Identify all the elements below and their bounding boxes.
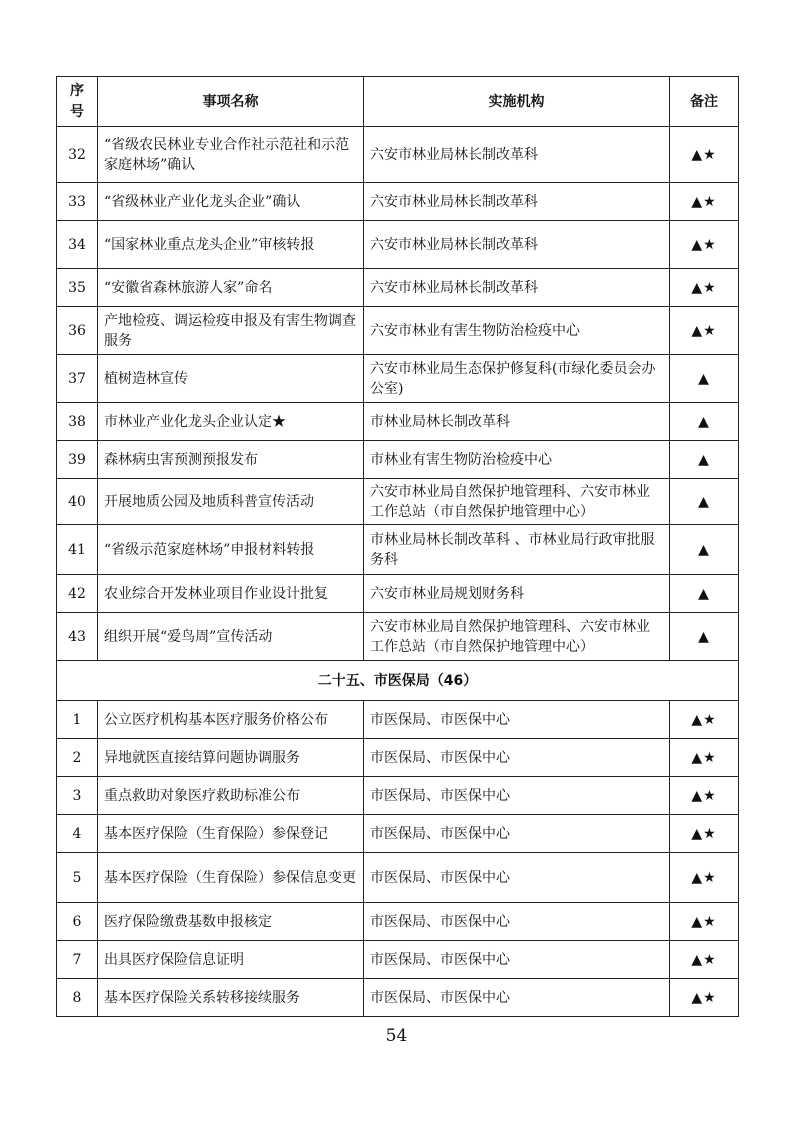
row-index: 39 [57, 441, 98, 479]
row-index: 37 [57, 355, 98, 403]
row-agency: 六安市林业局林长制改革科 [364, 269, 670, 307]
row-index: 3 [57, 777, 98, 815]
row-note: ▲★ [670, 853, 739, 903]
row-index: 33 [57, 183, 98, 221]
section-header-row [57, 661, 739, 701]
row-index: 5 [57, 853, 98, 903]
row-note: ▲★ [670, 815, 739, 853]
row-agency: 市医保局、市医保中心 [364, 903, 670, 941]
section-title: 二十五、市医保局（46） [57, 661, 739, 701]
row-name: 产地检疫、调运检疫申报及有害生物调查服务 [98, 307, 364, 355]
row-name: 开展地质公园及地质科普宣传活动 [98, 479, 364, 525]
table-row [57, 307, 739, 355]
row-agency: 市林业局林长制改革科 [364, 403, 670, 441]
table-row [57, 575, 739, 613]
row-name: 基本医疗保险（生育保险）参保信息变更 [98, 853, 364, 903]
row-note: ▲★ [670, 903, 739, 941]
row-name: 医疗保险缴费基数申报核定 [98, 903, 364, 941]
table-row [57, 815, 739, 853]
row-index: 36 [57, 307, 98, 355]
table-row [57, 701, 739, 739]
row-name: 基本医疗保险关系转移接续服务 [98, 979, 364, 1017]
row-name: 市林业产业化龙头企业认定★ [98, 403, 364, 441]
row-name: “省级农民林业专业合作社示范社和示范家庭林场”确认 [98, 127, 364, 183]
table-row [57, 221, 739, 269]
row-index: 1 [57, 701, 98, 739]
row-note: ▲ [670, 479, 739, 525]
header-agency: 实施机构 [364, 77, 670, 127]
row-index: 41 [57, 525, 98, 575]
row-index: 4 [57, 815, 98, 853]
header-name: 事项名称 [98, 77, 364, 127]
row-index: 7 [57, 941, 98, 979]
row-note: ▲ [670, 575, 739, 613]
row-index: 40 [57, 479, 98, 525]
table-row [57, 525, 739, 575]
row-name: “省级示范家庭林场”申报材料转报 [98, 525, 364, 575]
row-note: ▲ [670, 355, 739, 403]
row-agency: 六安市林业局自然保护地管理科、六安市林业工作总站（市自然保护地管理中心） [364, 613, 670, 661]
row-index: 6 [57, 903, 98, 941]
row-agency: 市医保局、市医保中心 [364, 739, 670, 777]
table-row [57, 441, 739, 479]
row-index: 35 [57, 269, 98, 307]
table-row [57, 853, 739, 903]
row-note: ▲★ [670, 307, 739, 355]
row-name: “安徽省森林旅游人家”命名 [98, 269, 364, 307]
row-agency: 六安市林业有害生物防治检疫中心 [364, 307, 670, 355]
row-agency: 市医保局、市医保中心 [364, 853, 670, 903]
row-name: 重点救助对象医疗救助标准公布 [98, 777, 364, 815]
row-agency: 六安市林业局林长制改革科 [364, 221, 670, 269]
table-header-row [57, 77, 739, 127]
row-index: 38 [57, 403, 98, 441]
row-note: ▲ [670, 441, 739, 479]
row-name: 农业综合开发林业项目作业设计批复 [98, 575, 364, 613]
row-agency: 六安市林业局规划财务科 [364, 575, 670, 613]
row-name: “国家林业重点龙头企业”审核转报 [98, 221, 364, 269]
page-number: 54 [385, 1026, 408, 1046]
row-index: 42 [57, 575, 98, 613]
table-row [57, 269, 739, 307]
row-name: 组织开展“爱鸟周”宣传活动 [98, 613, 364, 661]
row-name: 森林病虫害预测预报发布 [98, 441, 364, 479]
row-name: 基本医疗保险（生育保险）参保登记 [98, 815, 364, 853]
table-row [57, 613, 739, 661]
header-note: 备注 [670, 77, 739, 127]
row-agency: 市医保局、市医保中心 [364, 815, 670, 853]
row-note: ▲★ [670, 221, 739, 269]
row-name: 异地就医直接结算问题协调服务 [98, 739, 364, 777]
row-agency: 市林业局林长制改革科 、市林业局行政审批服务科 [364, 525, 670, 575]
row-index: 43 [57, 613, 98, 661]
row-name: 植树造林宣传 [98, 355, 364, 403]
row-name: 公立医疗机构基本医疗服务价格公布 [98, 701, 364, 739]
service-items-table [56, 76, 739, 1017]
row-agency: 六安市林业局林长制改革科 [364, 183, 670, 221]
row-agency: 六安市林业局林长制改革科 [364, 127, 670, 183]
header-index: 序 号 [57, 77, 98, 127]
table-row [57, 127, 739, 183]
table-row [57, 403, 739, 441]
row-agency: 市医保局、市医保中心 [364, 941, 670, 979]
row-note: ▲★ [670, 701, 739, 739]
row-note: ▲★ [670, 127, 739, 183]
table-row [57, 979, 739, 1017]
row-name: “省级林业产业化龙头企业”确认 [98, 183, 364, 221]
row-index: 8 [57, 979, 98, 1017]
row-note: ▲★ [670, 269, 739, 307]
table-row [57, 183, 739, 221]
table-row [57, 941, 739, 979]
table-row [57, 355, 739, 403]
row-agency: 市医保局、市医保中心 [364, 701, 670, 739]
table-row [57, 739, 739, 777]
row-name: 出具医疗保险信息证明 [98, 941, 364, 979]
row-note: ▲★ [670, 739, 739, 777]
row-index: 34 [57, 221, 98, 269]
table-row [57, 479, 739, 525]
row-note: ▲★ [670, 941, 739, 979]
row-note: ▲★ [670, 979, 739, 1017]
row-agency: 六安市林业局生态保护修复科(市绿化委员会办公室) [364, 355, 670, 403]
table-row [57, 903, 739, 941]
table-row [57, 777, 739, 815]
row-index: 2 [57, 739, 98, 777]
row-agency: 市医保局、市医保中心 [364, 979, 670, 1017]
row-agency: 六安市林业局自然保护地管理科、六安市林业工作总站（市自然保护地管理中心） [364, 479, 670, 525]
row-note: ▲ [670, 525, 739, 575]
row-index: 32 [57, 127, 98, 183]
row-note: ▲ [670, 613, 739, 661]
row-note: ▲★ [670, 777, 739, 815]
row-note: ▲★ [670, 183, 739, 221]
row-agency: 市医保局、市医保中心 [364, 777, 670, 815]
row-note: ▲ [670, 403, 739, 441]
row-agency: 市林业有害生物防治检疫中心 [364, 441, 670, 479]
